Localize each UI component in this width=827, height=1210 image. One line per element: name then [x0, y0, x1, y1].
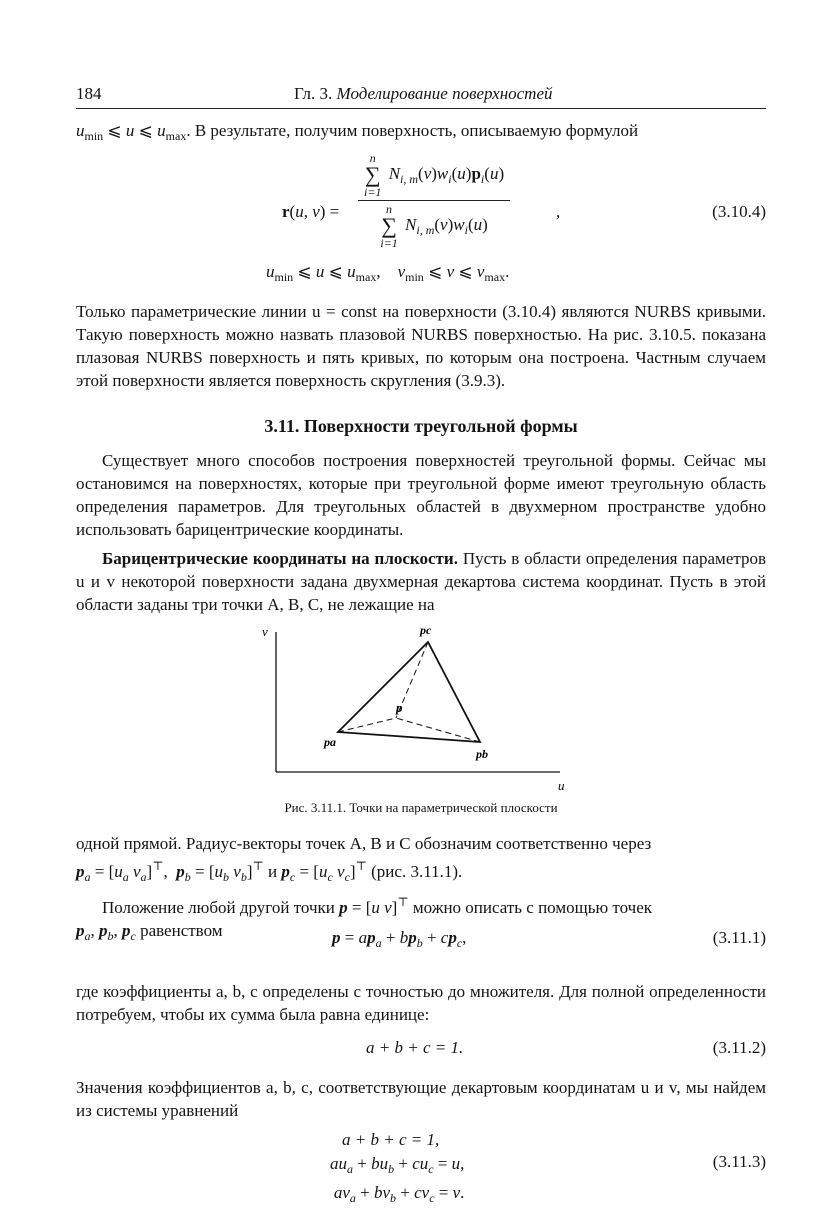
chapter-title: Моделирование поверхностей: [336, 84, 553, 103]
after-figure-tail: (рис. 3.11.1).: [371, 862, 463, 881]
axis-label-v: v: [262, 624, 268, 639]
dashed-line-pa: [338, 718, 396, 732]
running-header: [76, 82, 766, 109]
position-line2-tail: равенством: [140, 921, 223, 940]
intro-text: В результате, получим поверхность, описываемую формулой: [194, 121, 639, 140]
after-figure-line2: $p_a = [u_a$ $v_a]^⊤$, $p_b = [u_b$ $v_b]^⊤$ и $p_c = [u_c$ $v_c]^⊤$ (рис. 3.11.1).: [76, 859, 463, 884]
subsection-text: Пусть в области определения параметров u и v некоторой поверхности задана двухмерная декартова система координат. Пусть в этой области заданы три точки A, B, C, не лежащие на: [76, 549, 767, 614]
after-figure-line1: одной прямой. Радиус-векторы точек A, B и C обозначим соответственно через: [76, 834, 652, 853]
paragraph-values: Значения коэффициентов a, b, c, соответствующие декартовым координатам u и v, мы найдем из системы уравнений: [76, 1078, 766, 1120]
paragraph-after-figure: [76, 832, 766, 889]
eq-3-11-1-expr: $p = ap_a + bp_b + cp_c$,: [332, 928, 467, 950]
eq-3-11-2-expr: a + b + c = 1.: [366, 1038, 464, 1057]
eq-number-3-10-4: (3.10.4): [712, 202, 766, 221]
eq-system: [330, 1128, 464, 1210]
eq-denominator: n ∑ i=1 $N_{i, m}(v)w_i(u)$: [380, 202, 488, 250]
equation-3-11-3: [76, 1128, 766, 1208]
intro-line: $u_{min}$ ⩽ u ⩽ $u_{max}$. В результате, получим поверхность, описываемую формулой: [76, 121, 639, 143]
position-text-tail: можно описать с помощью точек: [412, 898, 653, 917]
eq-system-line3: $av_a + bv_b + cv_c = v$.: [333, 1183, 465, 1205]
position-line2: $p_a$, $p_b$, $p_c$ равенством: [76, 921, 223, 943]
paragraph-coefficients: где коэффициенты a, b, c определены с точностью до множителя. Для полной определенности потребуем, чтобы их сумма была равна единице:: [76, 982, 766, 1024]
paragraph-barycentric: [76, 547, 766, 616]
eq-range: $u_{min}$ ⩽ u ⩽ $u_{max}$, $v_{min}$ ⩽ v ⩽ $v_{max}$.: [266, 262, 510, 284]
eq-number-3-11-3: (3.11.3): [712, 1152, 766, 1171]
label-p: p: [396, 700, 403, 715]
fraction-bar: [358, 200, 510, 201]
eq-system-line2: $au_a + bu_b + cu_c = u$,: [330, 1154, 465, 1176]
label-pb: pb: [476, 747, 488, 761]
eq-fraction: [358, 152, 510, 249]
eq-number-3-11-1: (3.11.1): [712, 928, 766, 947]
page: [76, 82, 766, 1208]
equation-3-10-4: r(u, v) = n ∑ i=1 $N_{i, m}(v)w_i(u)p_i(u)$ n ∑ i=1 $N_{i, m}(v)w_i(u)$ , (3.10.4) $u_{min}$ ⩽ u ⩽ $u_{max}$, $v_{min}$ ⩽ v ⩽ $v_{max}$.: [266, 151, 766, 284]
equation-3-11-2: [76, 1026, 766, 1070]
eq-numerator: n ∑ i=1 $N_{i, m}(v)w_i(u)p_i(u)$: [364, 151, 505, 199]
eq-system-line1: a + b + c = 1,: [342, 1130, 440, 1149]
section-title: 3.11. Поверхности треугольной формы: [264, 416, 578, 436]
paragraph-position: Положение любой другой точки p = [u v]⊤ можно описать с помощью точек: [102, 895, 653, 917]
figure-caption: Рис. 3.11.1. Точки на параметрической плоскости: [284, 800, 558, 815]
axis-label-u: u: [558, 778, 565, 793]
paragraph-nurbs: Только параметрические линии u = const на поверхности (3.10.4) являются NURBS кривыми. Такую поверхность можно назвать плазовой NURBS поверхностью. На рис. 3.10.5. показана плазовая NURBS поверхность и пять кривых, по которым она построена. Частным случаем этой поверхности является поверхность скругления (3.9.3).: [76, 302, 766, 390]
label-pa: pa: [324, 735, 336, 749]
eq-number-3-11-2: (3.11.2): [712, 1038, 766, 1057]
figure-3-11-1: [76, 622, 766, 818]
paragraph-intro: Существует много способов построения поверхностей треугольной формы. Сейчас мы остановимся на поверхностях, которые при треугольной форме имеют треугольную область определения параметров. Для треугольных областей в двухмерном пространстве удобно использовать барицентрические координаты.: [76, 451, 766, 539]
eq-lhs: r(u, v) =: [282, 202, 340, 221]
subsection-heading: Барицентрические координаты на плоскости.: [102, 549, 458, 568]
position-text: Положение любой другой точки: [102, 898, 335, 917]
triangle-diagram: [76, 622, 766, 798]
chapter-header: [294, 84, 553, 104]
chapter-label: Гл. 3.: [294, 84, 333, 103]
label-pc: pc: [420, 623, 432, 637]
page-number: 184: [76, 84, 102, 103]
